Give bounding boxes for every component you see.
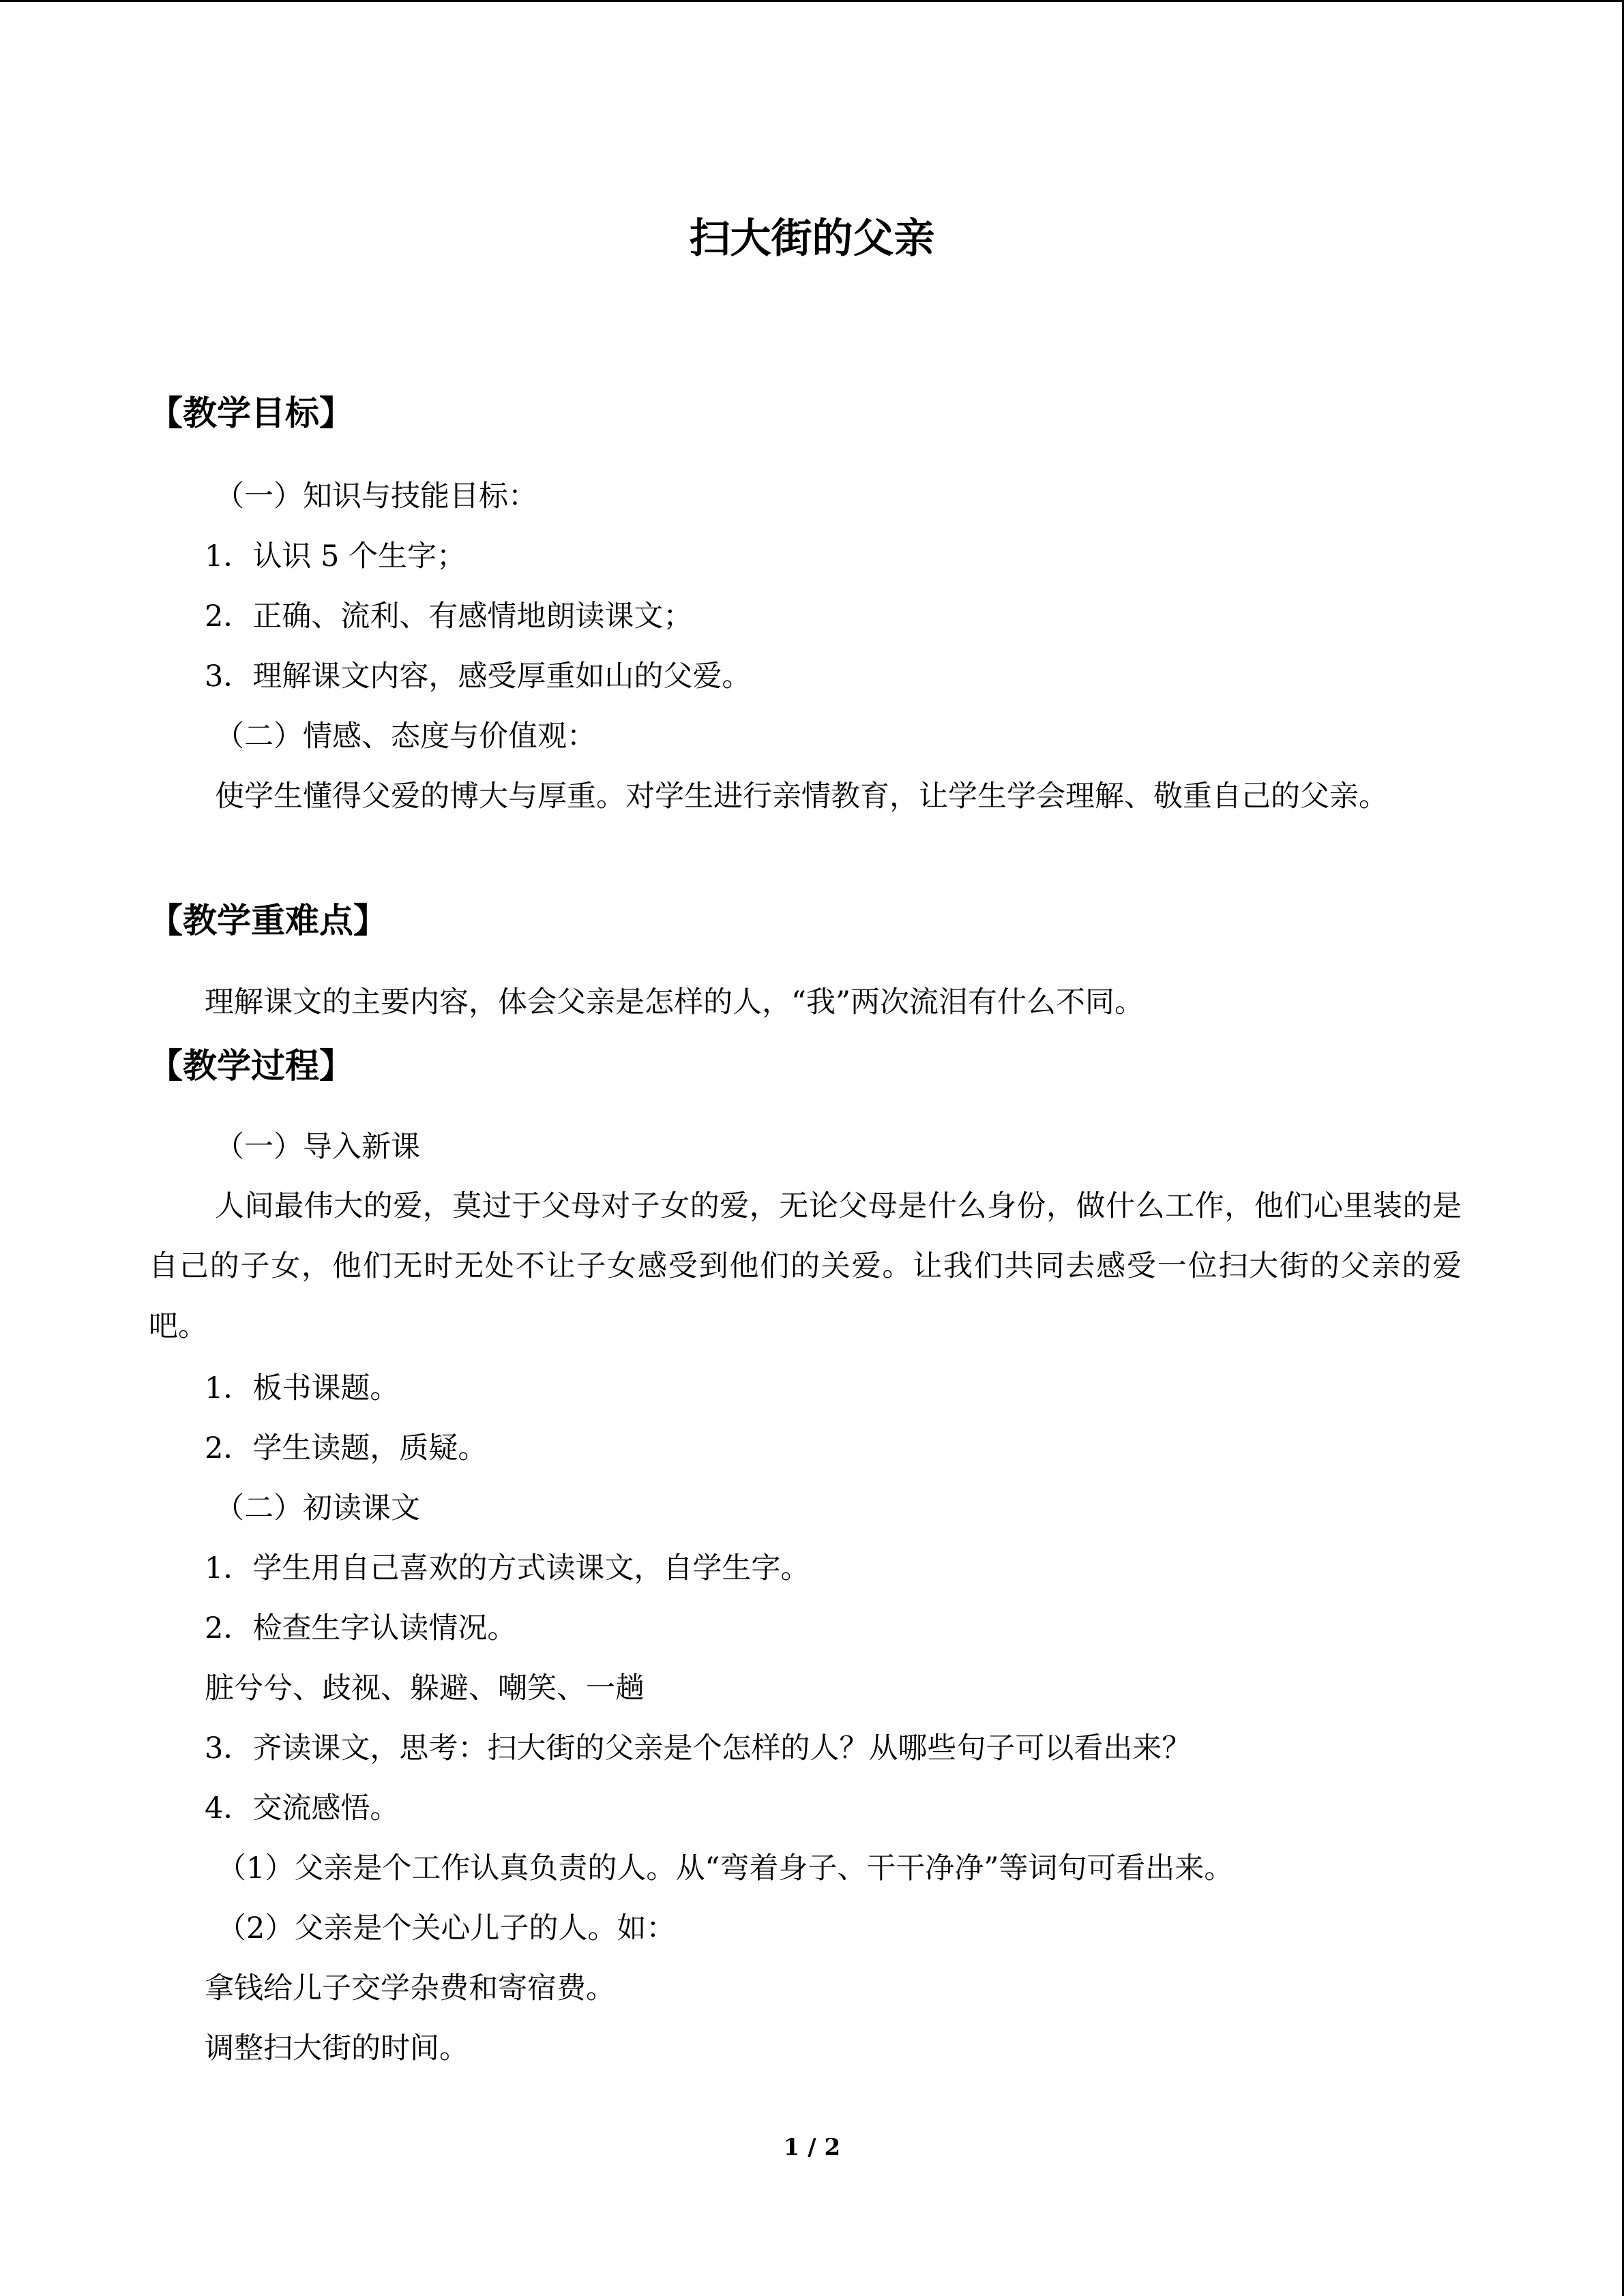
objectives-line-2: 1．认识 5 个生字； <box>205 539 467 573</box>
process-part1-paragraph: 人间最伟大的爱，莫过于父母对子女的爱，无论父母是什么身份，做什么工作，他们心里装的是自己的子女，他们无时无处不让子女感受到他们的关爱。让我们共同去感受一位扫大街的父亲的爱吧。 <box>149 1189 1462 1343</box>
process-part2-vocab: 脏兮兮、歧视、躲避、嘲笑、一趟 <box>205 1671 645 1705</box>
process-part2-title: （二）初读课文 <box>215 1491 420 1525</box>
process-part2-example-2: 调整扫大街的时间。 <box>205 2031 469 2066</box>
section-heading-objectives: 【教学目标】 <box>149 393 353 433</box>
page-border-top <box>0 0 1624 2</box>
process-part2-point-2: （2）父亲是个关心儿子的人。如： <box>217 1911 676 1945</box>
process-part2-line-4: 4．交流感悟。 <box>205 1791 400 1825</box>
process-part2-line-1: 1．学生用自己喜欢的方式读课文，自学生字。 <box>205 1551 810 1585</box>
objectives-line-5: （二）情感、态度与价值观： <box>215 719 596 754</box>
objectives-line-3: 2．正确、流利、有感情地朗读课文； <box>205 599 693 633</box>
process-part2-line-3: 3．齐读课文，思考：扫大街的父亲是个怎样的人？从哪些句子可以看出来？ <box>205 1731 1192 1765</box>
process-part2-example-1: 拿钱给儿子交学杂费和寄宿费。 <box>205 1971 615 2006</box>
process-part2-point-1: （1）父亲是个工作认真负责的人。从“弯着身子、干干净净”等词句可看出来。 <box>217 1851 1234 1885</box>
page-number: 1 / 2 <box>783 2134 841 2161</box>
objectives-paragraph: 使学生懂得父爱的博大与厚重。对学生进行亲情教育，让学生学会理解、敬重自己的父亲。 <box>215 779 1388 814</box>
key-points-line: 理解课文的主要内容，体会父亲是怎样的人，“我”两次流泪有什么不同。 <box>205 985 1144 1019</box>
objectives-line-1: （一）知识与技能目标： <box>215 479 537 513</box>
section-heading-process: 【教学过程】 <box>149 1046 353 1086</box>
process-part2-line-2: 2．检查生字认读情况。 <box>205 1611 517 1645</box>
process-part1-title: （一）导入新课 <box>215 1130 420 1164</box>
process-part1-step-1: 1．板书课题。 <box>205 1371 400 1405</box>
objectives-line-4: 3．理解课文内容，感受厚重如山的父爱。 <box>205 659 752 694</box>
section-heading-key-points: 【教学重难点】 <box>149 901 387 940</box>
process-part1-step-2: 2．学生读题，质疑。 <box>205 1431 488 1465</box>
document-title: 扫大街的父亲 <box>689 215 935 263</box>
